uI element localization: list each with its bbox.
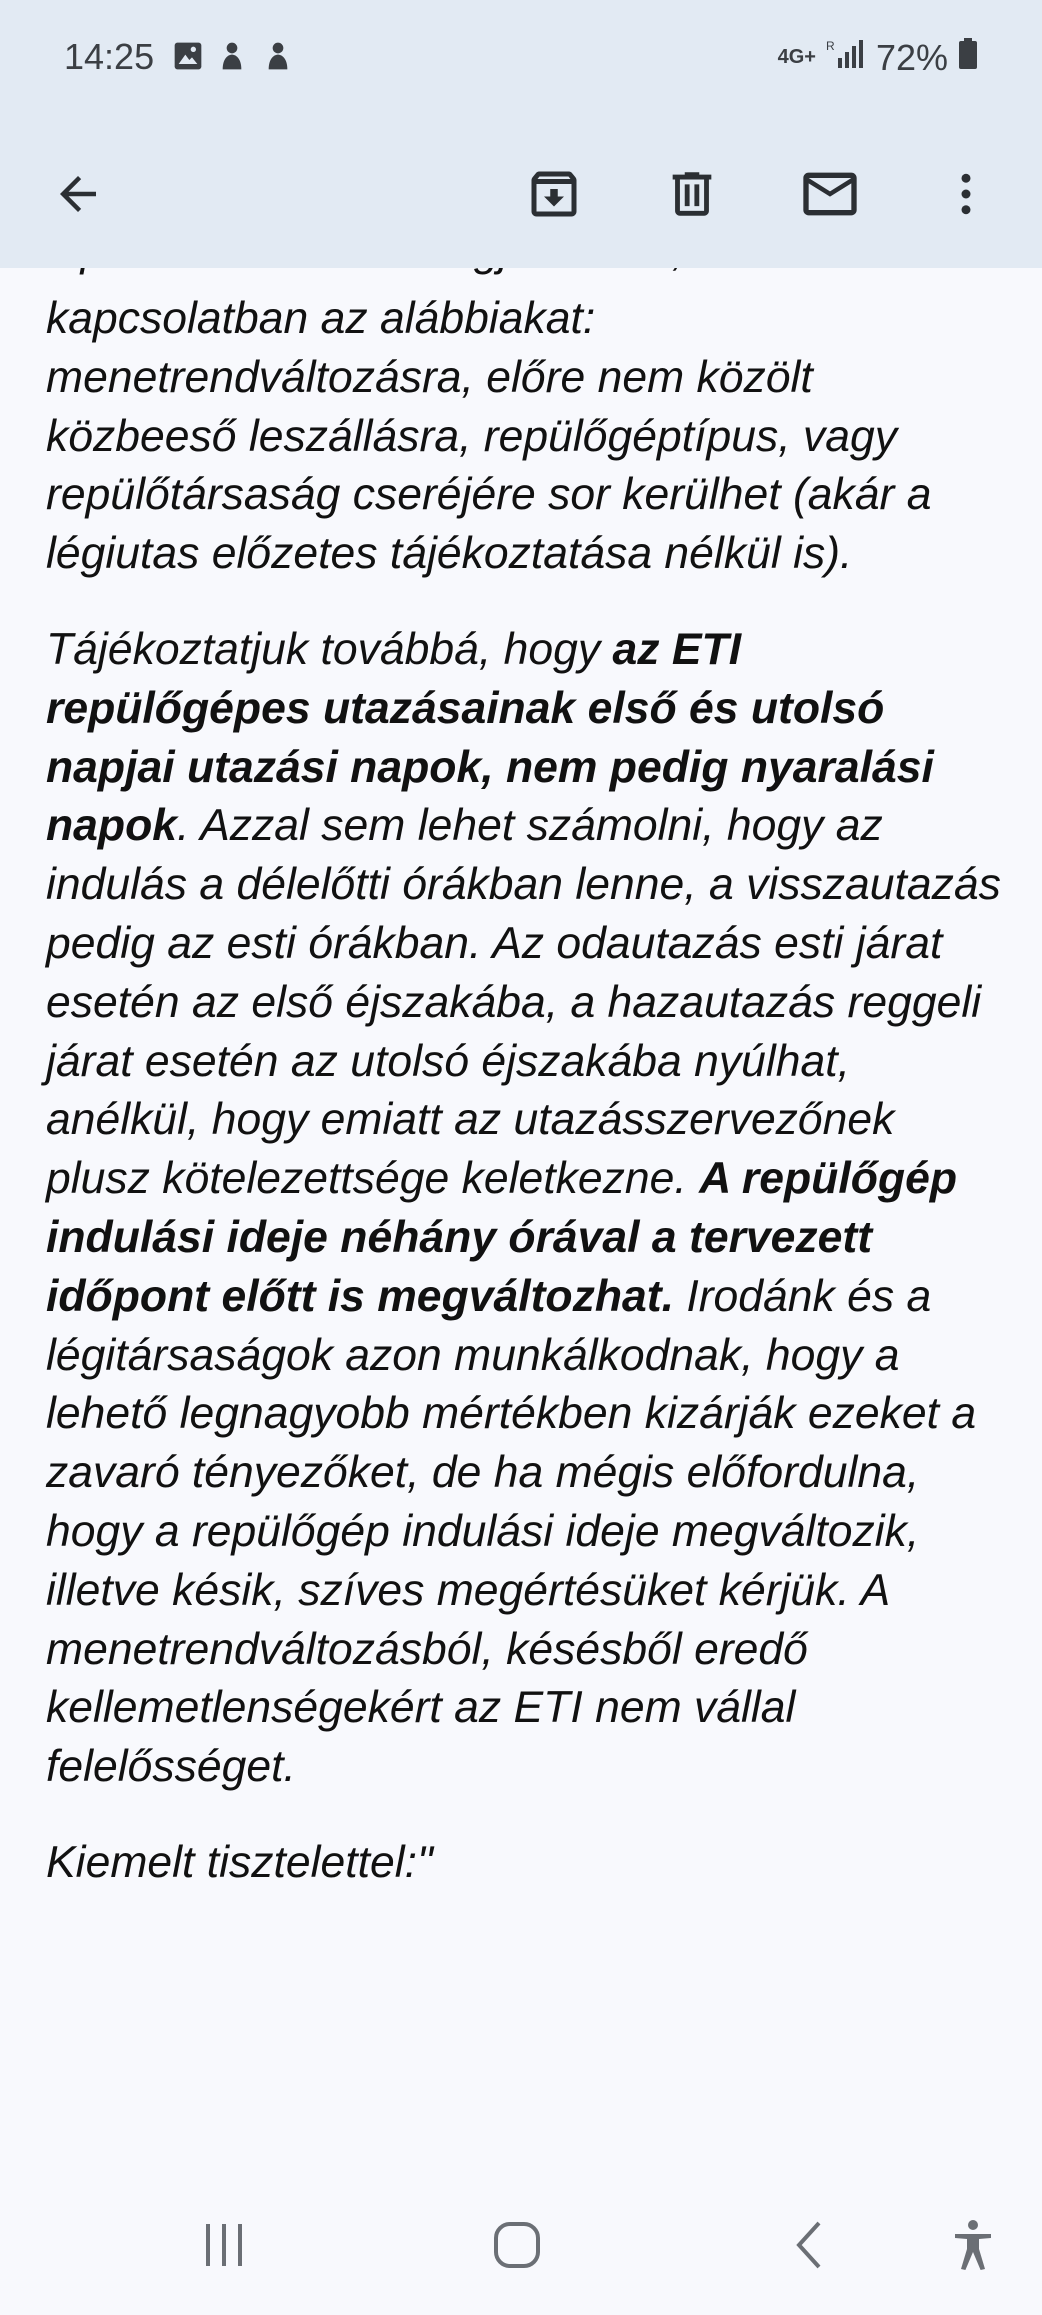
archive-icon[interactable]	[506, 146, 602, 242]
paragraph-flight-changes: kapcsolatban az alábbiakat: menetrendváltozásra, előre nem közölt közbeeső leszállásra, repülőgéptípus, vagy repülőtársaság cseréjére sor kerülhet (akár a légiutas előzetes tájékoztatása nélkül is).	[46, 294, 932, 579]
recents-icon[interactable]	[180, 2210, 270, 2280]
notification-icon	[216, 40, 248, 72]
accessibility-icon[interactable]	[928, 2210, 1018, 2280]
signal-icon	[826, 36, 866, 79]
system-nav-bar	[0, 2190, 1042, 2300]
home-icon[interactable]	[472, 2210, 562, 2280]
closing-line: Kiemelt tisztelettel:"	[46, 1837, 433, 1887]
paragraph-travel-days: Tájékoztatjuk továbbá, hogy az ETI repülőgépes utazásainak első és utolsó napjai utazási napok, nem pedig nyaralási napok. Azzal sem lehet számolni, hogy az indulás a délelőtti órákban lenne, a visszautazás pedig az esti órákban. Az odautazás esti járat esetén az első éjszakába, a hazautazás reggeli járat esetén az utolsó éjszakába nyúlhat, anélkül, hogy emiatt az utazásszervezőnek plusz kötelezettsége keletkezne. A repülőgép indulási ideje néhány órával a tervezett időpont előtt is megváltozhat. Irodánk és a légitársaságok azon munkálkodnak, hogy a lehető legnagyobb mértékben kizárják ezeket a zavaró tényezőket, de ha mégis előfordulna, hogy a repülőgép indulási ideje megváltozik, illetve késik, szíves megértésüket kérjük. A menetrendváltozásból, késésből eredő kellemetlenségekért az ETI nem vállal felelősséget.	[46, 624, 1001, 1792]
more-vert-icon[interactable]	[918, 146, 1014, 242]
battery-percent: 72%	[875, 36, 948, 78]
email-toolbar	[0, 120, 1042, 268]
svg-text:R: R	[825, 39, 835, 53]
status-bar	[0, 0, 1042, 120]
image-icon	[172, 40, 204, 72]
top-app-bar	[0, 0, 1042, 268]
status-time: 14:25	[64, 36, 155, 77]
battery-icon	[958, 37, 978, 79]
back-icon[interactable]	[764, 2210, 854, 2280]
back-arrow-icon[interactable]	[30, 146, 126, 242]
network-label: 4G+	[777, 46, 816, 68]
email-body	[46, 268, 1006, 1930]
delete-icon[interactable]	[644, 146, 740, 242]
notification-icon	[262, 40, 294, 72]
status-right	[778, 36, 978, 79]
mail-icon[interactable]	[782, 146, 878, 242]
